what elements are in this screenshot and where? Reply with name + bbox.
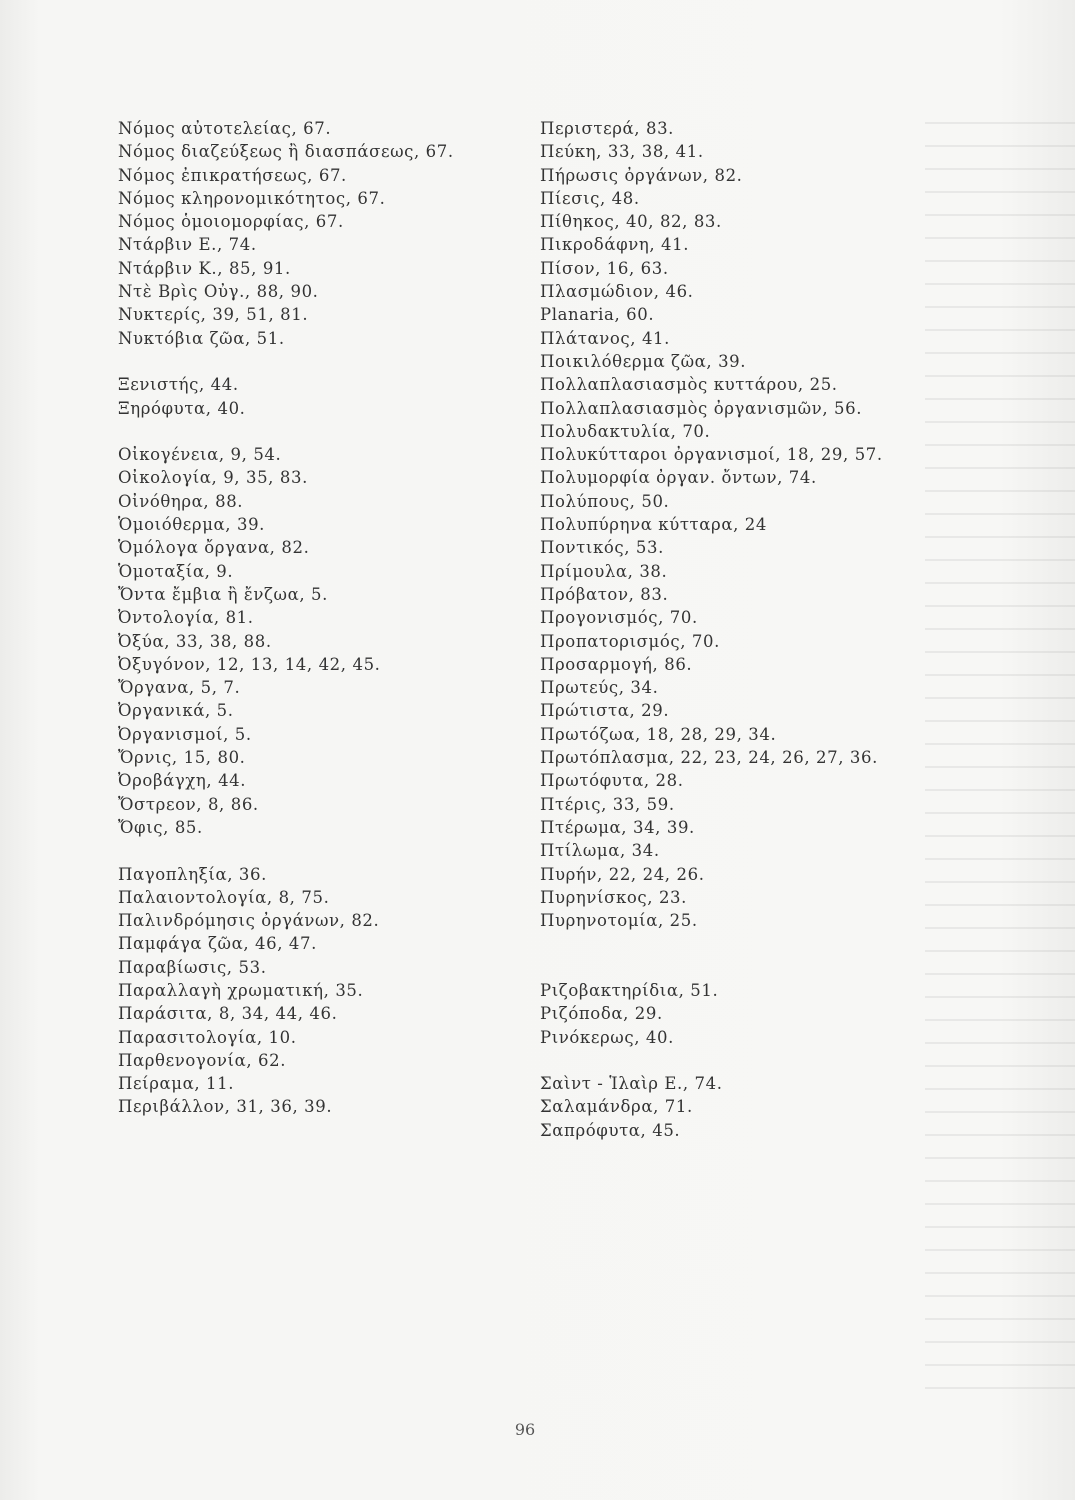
- index-entry: Ὁμοιόθερμα, 39.: [118, 515, 266, 535]
- index-entry: Σαὶντ - Ἱλαὶρ Ε., 74.: [540, 1074, 723, 1094]
- index-entry: Πολύπους, 50.: [540, 491, 670, 511]
- index-entry: Πολυπύρηνα κύτταρα, 24: [540, 515, 767, 535]
- index-entry: Ὄρνις, 15, 80.: [118, 748, 246, 768]
- index-entry: Πολλαπλασιασμὸς κυττάρου, 25.: [540, 375, 838, 395]
- index-entry: Πρωτόφυτα, 28.: [540, 771, 684, 791]
- section-gap: [540, 932, 1060, 955]
- index-entry: Ποντικός, 53.: [540, 538, 664, 558]
- index-entry: Πείραμα, 11.: [118, 1074, 235, 1094]
- index-entry: Παρασιτολογία, 10.: [118, 1027, 297, 1047]
- section-gap: [118, 839, 518, 862]
- index-entry: Ὀργανικά, 5.: [118, 701, 234, 721]
- index-entry: Πυρηνίσκος, 23.: [540, 887, 687, 907]
- index-entry: Ρινόκερως, 40.: [540, 1027, 674, 1047]
- index-entry: Ὀργανισμοί, 5.: [118, 724, 252, 744]
- index-entry: Παγοπληξία, 36.: [118, 864, 267, 884]
- index-entry: Ὀξύα, 33, 38, 88.: [118, 631, 272, 651]
- index-entry: Ὄφις, 85.: [118, 817, 203, 837]
- index-entry: Σαπρόφυτα, 45.: [540, 1120, 681, 1140]
- index-entry: Προγονισμός, 70.: [540, 608, 698, 628]
- index-entry: Νυκτερίς, 39, 51, 81.: [118, 305, 309, 325]
- index-entry: Παραβίωσις, 53.: [118, 957, 267, 977]
- section-gap: [540, 1049, 1060, 1072]
- index-entry: Ριζόποδα, 29.: [540, 1004, 663, 1024]
- index-entry: Ὀξυγόνον, 12, 13, 14, 42, 45.: [118, 654, 381, 674]
- index-entry: Ὀροβάγχη, 44.: [118, 771, 247, 791]
- index-entry: Πτέρις, 33, 59.: [540, 794, 675, 814]
- index-entry: Προπατορισμός, 70.: [540, 631, 720, 651]
- index-entry: Περιστερά, 83.: [540, 119, 675, 138]
- index-entry: Πίσον, 16, 63.: [540, 258, 669, 278]
- index-entry: Σαλαμάνδρα, 71.: [540, 1097, 693, 1117]
- index-entry: Παλαιοντολογία, 8, 75.: [118, 887, 330, 907]
- index-entry: Οἰκογένεια, 9, 54.: [118, 445, 282, 465]
- index-entry: Πυρήν, 22, 24, 26.: [540, 864, 705, 884]
- index-entry: Νόμος ὁμοιομορφίας, 67.: [118, 212, 344, 232]
- index-entry: Ντὲ Βρὶς Οὐγ., 88, 90.: [118, 282, 319, 302]
- index-entry: Παμφάγα ζῶα, 46, 47.: [118, 934, 317, 954]
- index-entry: Ποικιλόθερμα ζῶα, 39.: [540, 351, 747, 371]
- index-entry: Πρόβατον, 83.: [540, 584, 669, 604]
- index-entry: Ὁμοταξία, 9.: [118, 561, 234, 581]
- page-number: 96: [514, 1420, 536, 1439]
- index-entry: Πτίλωμα, 34.: [540, 841, 660, 861]
- index-entry: Πικροδάφνη, 41.: [540, 235, 690, 255]
- index-entry: Νόμος διαζεύξεως ἢ διασπάσεως, 67.: [118, 142, 454, 162]
- index-entry: Παλινδρόμησις ὀργάνων, 82.: [118, 911, 380, 931]
- index-entry: Πίεσις, 48.: [540, 188, 640, 208]
- index-entry: Πυρηνοτομία, 25.: [540, 911, 698, 931]
- index-left-column: [118, 117, 518, 1119]
- index-entry: Πλάτανος, 41.: [540, 328, 670, 348]
- index-entry: Πρωτεύς, 34.: [540, 678, 659, 698]
- index-entry: Πολυκύτταροι ὀργανισμοί, 18, 29, 57.: [540, 445, 883, 465]
- index-entry: Παράσιτα, 8, 34, 44, 46.: [118, 1004, 338, 1024]
- section-gap: [118, 420, 518, 443]
- index-entry: Ὄντα ἔμβια ἢ ἔνζωα, 5.: [118, 584, 328, 604]
- index-entry: Πρίμουλα, 38.: [540, 561, 668, 581]
- index-entry: Ντάρβιν Ε., 74.: [118, 235, 257, 255]
- index-right-column: [540, 117, 1060, 1142]
- index-entry: Πολλαπλασιασμὸς ὀργανισμῶν, 56.: [540, 398, 863, 418]
- index-entry: Οἰκολογία, 9, 35, 83.: [118, 468, 308, 488]
- index-entry: Νόμος αὐτοτελείας, 67.: [118, 119, 332, 138]
- index-entry: Πρωτόπλασμα, 22, 23, 24, 26, 27, 36.: [540, 748, 878, 768]
- index-entry: Ξηρόφυτα, 40.: [118, 398, 246, 418]
- index-entry: Περιβάλλον, 31, 36, 39.: [118, 1097, 333, 1117]
- index-entry: Πλασμώδιον, 46.: [540, 282, 694, 302]
- index-entry: Παραλλαγὴ χρωματική, 35.: [118, 980, 364, 1000]
- index-entry: Παρθενογονία, 62.: [118, 1050, 287, 1070]
- index-entry: Πρώτιστα, 29.: [540, 701, 670, 721]
- section-gap: [118, 350, 518, 373]
- index-entry: Ντάρβιν Κ., 85, 91.: [118, 258, 291, 278]
- index-entry: Πολυμορφία ὀργαν. ὄντων, 74.: [540, 468, 817, 488]
- index-entry: Πεύκη, 33, 38, 41.: [540, 142, 704, 162]
- index-entry: Ὁμόλογα ὄργανα, 82.: [118, 538, 310, 558]
- index-entry: Πολυδακτυλία, 70.: [540, 421, 711, 441]
- section-gap: [540, 956, 1060, 979]
- index-entry: Πτέρωμα, 34, 39.: [540, 817, 695, 837]
- index-entry: Planaria, 60.: [540, 305, 655, 325]
- index-entry: Ὀντολογία, 81.: [118, 608, 254, 628]
- index-entry: Νόμος κληρονομικότητος, 67.: [118, 188, 386, 208]
- index-entry: Νυκτόβια ζῶα, 51.: [118, 328, 285, 348]
- index-entry: Ριζοβακτηρίδια, 51.: [540, 980, 719, 1000]
- index-entry: Νόμος ἐπικρατήσεως, 67.: [118, 165, 347, 185]
- index-entry: Πήρωσις ὀργάνων, 82.: [540, 165, 743, 185]
- index-entry: Ξενιστής, 44.: [118, 375, 239, 395]
- index-entry: Ὄστρεον, 8, 86.: [118, 794, 259, 814]
- index-entry: Ὄργανα, 5, 7.: [118, 678, 241, 698]
- index-entry: Πίθηκος, 40, 82, 83.: [540, 212, 722, 232]
- index-entry: Προσαρμογή, 86.: [540, 654, 693, 674]
- index-entry: Πρωτόζωα, 18, 28, 29, 34.: [540, 724, 777, 744]
- index-entry: Οἰνόθηρα, 88.: [118, 491, 244, 511]
